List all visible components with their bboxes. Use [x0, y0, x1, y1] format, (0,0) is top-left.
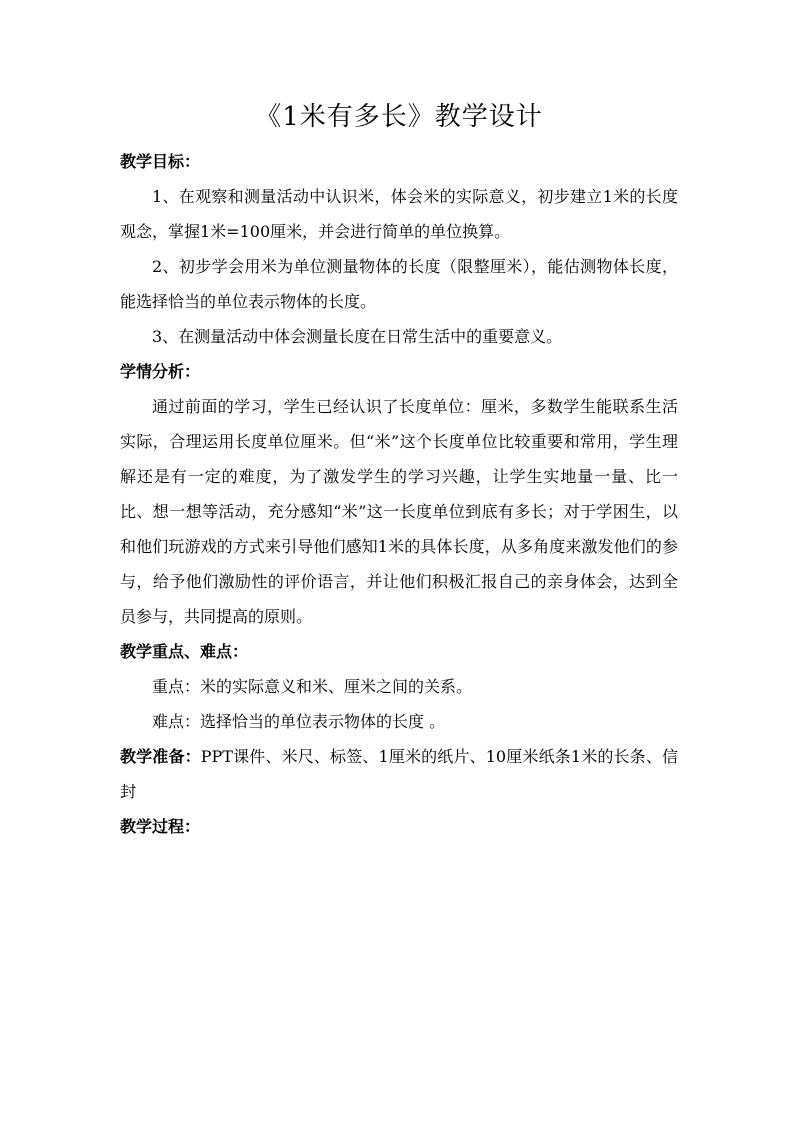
analysis-section: [120, 354, 678, 634]
objective-item-3: 3、在测量活动中体会测量长度在日常生活中的重要意义。: [152, 327, 563, 346]
objective-item-1: 1、在观察和测量活动中认识米，体会米的实际意义，初步建立1米的长度观念，掌握1米=100厘米，并会进行简单的单位换算。: [120, 187, 678, 241]
process-heading: 教学过程：: [120, 817, 201, 836]
objectives-section: [120, 144, 678, 354]
analysis-heading: 学情分析：: [120, 362, 201, 381]
key-point-difficulty: 难点：选择恰当的单位表示物体的长度 。: [152, 712, 446, 731]
analysis-paragraph: 通过前面的学习，学生已经认识了长度单位：厘米，多数学生能联系生活实际，合理运用长度单位厘米。但“米”这个长度单位比较重要和常用，学生理解还是有一定的难度，为了激发学生的学习兴趣，让学生实地量一量、比一比、想一想等活动，充分感知“米”这一长度单位到底有多长；对于学困生，以和他们玩游戏的方式来引导他们感知1米的具体长度，从多角度来激发他们的参与，给予他们激励性的评价语言，并让他们积极汇报自己的亲身体会，达到全员参与，共同提高的原则。: [120, 397, 678, 626]
objective-item-2: 2、初步学会用米为单位测量物体的长度（限整厘米），能估测物体长度，能选择恰当的单位表示物体的长度。: [120, 257, 678, 311]
process-section: [120, 809, 678, 844]
key-points-section: [120, 634, 678, 739]
preparation-heading: 教学准备：: [120, 747, 201, 766]
document-title: 《1米有多长》教学设计: [255, 102, 543, 132]
key-points-heading: 教学重点、难点：: [120, 642, 249, 661]
preparation-paragraph: [120, 739, 678, 809]
preparation-section: [120, 739, 678, 809]
objectives-heading: 教学目标：: [120, 152, 201, 171]
preparation-text: PPT课件、米尺、标签、1厘米的纸片、10厘米纸条1米的长条、信封: [120, 747, 678, 801]
key-point-focus: 重点：米的实际意义和米、厘米之间的关系。: [152, 677, 473, 696]
